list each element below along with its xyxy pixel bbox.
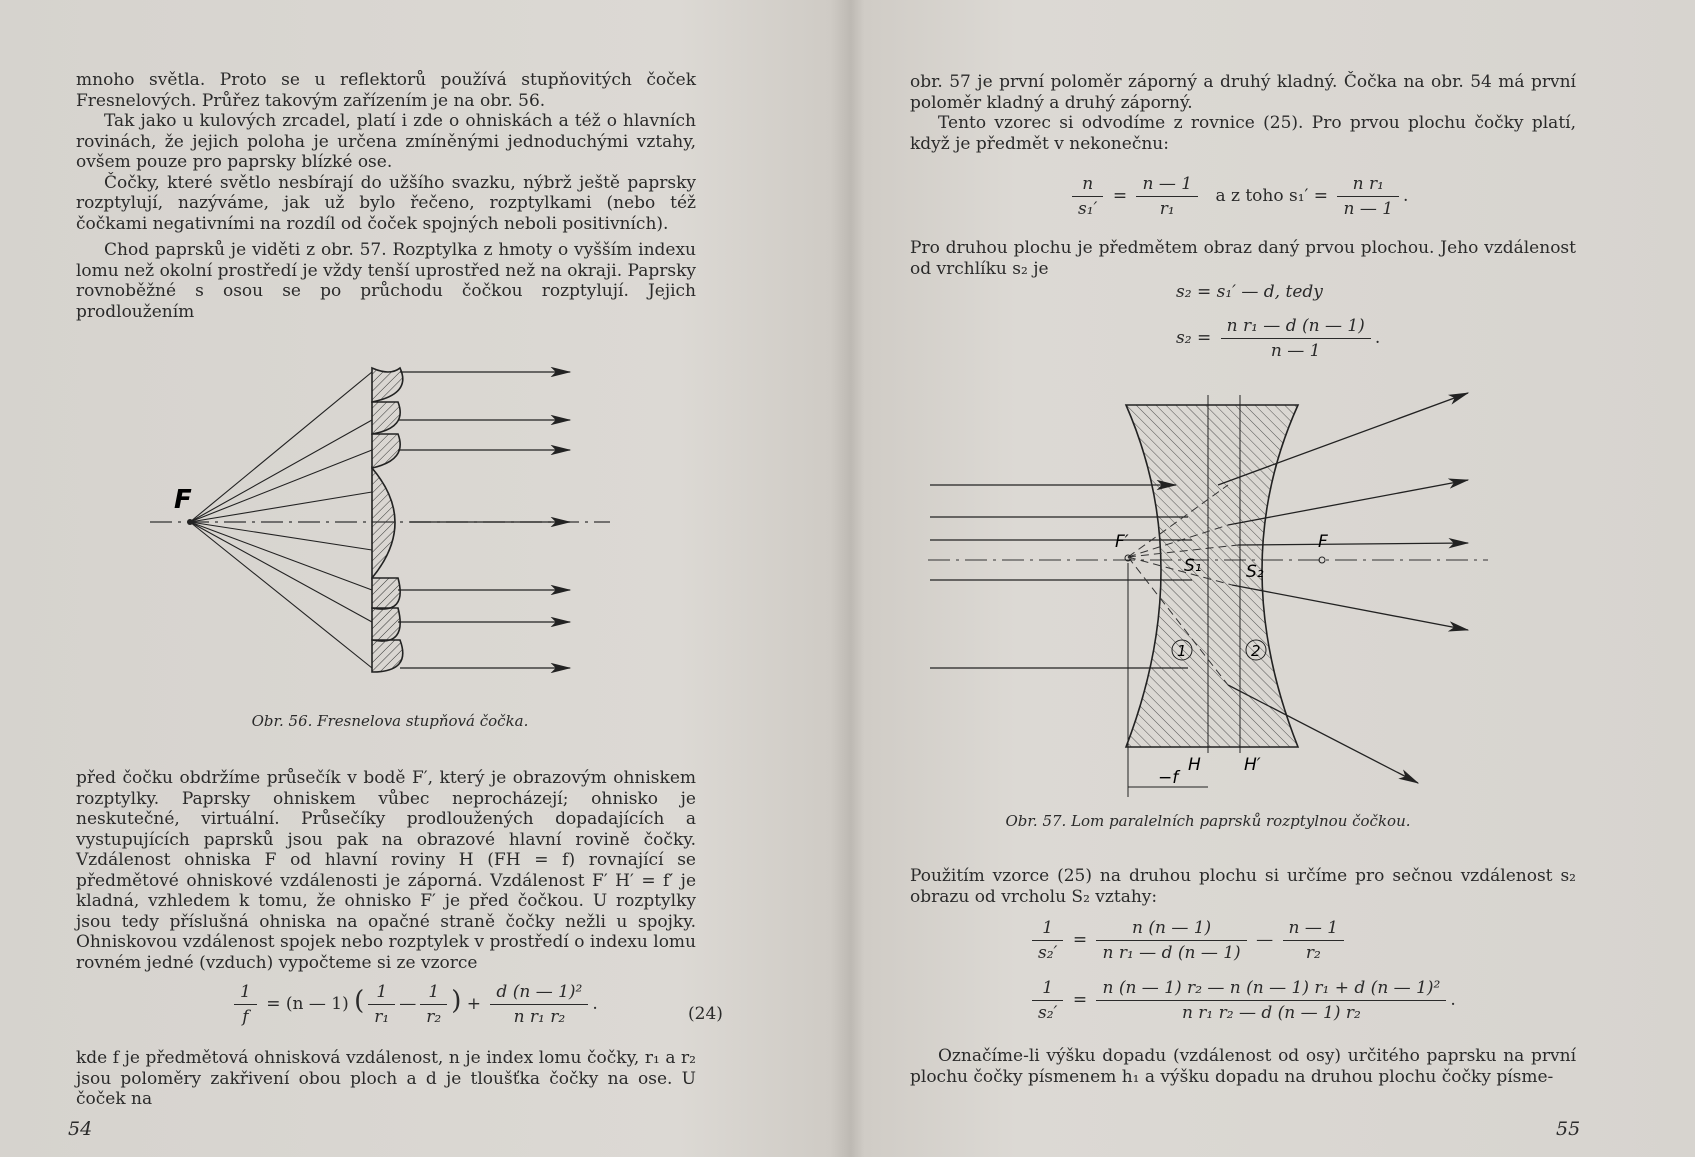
right-text-top [910,72,1576,154]
right-paragraph-4: Použitím vzorce (25) na druhou plochu si určíme pro sečnou vzdálenost s₂ obrazu od vrcholu S₂ vztahy: [910,866,1576,907]
equation-24-number: (24) [688,1004,723,1024]
left-paragraph-1: mnoho světla. Proto se u reflektorů používá stupňovitých čoček Fresnelových. Průřez takovým zařízením je na obr. 56. [76,70,696,111]
fig57-label-h: H [1188,755,1201,775]
right-text-bottom [910,1046,1576,1087]
right-text-mid [910,238,1576,279]
right-paragraph-5: Označíme-li výšku dopadu (vzdálenost od osy) určitého paprsku na první plochu čočky písmenem h₁ a výšku dopadu na druhou plochu čočky písme- [910,1046,1576,1087]
equation-s2-full: s₂ = $\frac{\text{n r₁ — d (n — 1)}}{n — 1}$ . [1176,316,1381,361]
left-paragraph-5: před čočku obdržíme průsečík v bodě F′, který je obrazovým ohniskem rozptylky. Paprsky ohniskem vůbec neprocházejí; ohnisko je neskutečné, virtuální. Průsečíky prodloužených dopadajících a vystupujících paprsků jsou pak na obrazové hlavní rovině čočky. Vzdálenost ohniska F od hlavní roviny H (FH = f) rovnající se předmětové ohniskové vzdálenosti je záporná. Vzdálenost F′ H′ = f′ je kladná, vzhledem k tomu, že ohnisko F′ je před čočkou. U rozptylky jsou tedy příslušná ohniska na opačné straně čočky nežli u spojky. Ohniskovou vzdálenost spojek nebo rozptylek v prostředí o indexu lomu rovném jedné (vzduch) vypočteme si ze vzorce [76,768,696,973]
left-paragraph-4: Chod paprsků je viděti z obr. 57. Rozptylka z hmoty o vyšším indexu lomu než okolní prostředí je vždy tenší uprostřed než na okraji. Paprsky rovnoběžné s osou se po průchodu čočkou rozptylují. Jejich prodloužením [76,240,696,322]
right-page [828,0,1695,1157]
left-text-mid [76,768,696,973]
figure-57-diverging-lens [888,385,1528,805]
equation-s2-prime-b: $\frac{1}{\text{s₂′}}$ = $\frac{\text{n (n — 1) r₂ — n (n — 1) r₁ + d (n — 1)²}}{\text{n r₁ r₂ — d (n — 1) r₂}}$ . [1028,978,1456,1023]
equation-s2-prime-a: $\frac{1}{\text{s₂′}}$ = $\frac{n (n — 1)}{\text{n r₁ — d (n — 1)}}$ — $\frac{n — 1}{\text{r₂}}$ [1028,918,1348,963]
fig56-lens-center [372,468,395,578]
left-page [0,0,828,1157]
fig56-lens-step [372,608,400,641]
fig56-lens-step [372,368,403,402]
equation-s2-simple: s₂ = s₁′ — d, tedy [1176,282,1323,302]
left-page-number: 54 [68,1118,93,1140]
fig57-label-minus-f: −f [1158,768,1179,788]
fig56-lens-step [372,640,403,672]
fig57-label-h-prime: H′ [1244,755,1261,775]
left-paragraph-3: Čočky, které světlo nesbírají do užšího svazku, nýbrž ještě paprsky rozptylují, nazýváme, jak už bylo řečeno, rozptylkami (nebo též čočkami negativními na rozdíl od čoček spojných neboli positivních). [76,172,696,234]
left-text-top [76,70,696,322]
fig56-lens-step [372,434,400,468]
figure-57-caption: Obr. 57. Lom paralelních paprsků rozptylnou čočkou. [1005,812,1411,830]
fig57-label-f-prime: F′ [1115,532,1129,552]
equation-first-surface: $\frac{n}{\text{s₁′}}$ = $\frac{n — 1}{\text{r₁}}$ a z toho s₁′ = $\frac{\text{n r₁}}{n — 1}$ . [1068,174,1408,219]
fig56-lens-step [372,402,400,434]
fig57-label-s2: S₂ [1246,562,1264,582]
right-paragraph-2: Tento vzorec si odvodíme z rovnice (25). Pro prvou plochu čočky platí, když je předmět v nekonečnu: [910,113,1576,154]
fig57-label-s1: S₁ [1184,556,1202,576]
fig56-lens-step [372,578,400,609]
right-page-number: 55 [1556,1118,1581,1140]
fig56-label-focus: F [174,485,192,515]
figure-56-caption: Obr. 56. Fresnelova stupňová čočka. [251,712,529,730]
fig57-label-surface-2: 2 [1251,642,1261,660]
left-text-bottom [76,1048,696,1110]
equation-24: $\frac{1}{f}$ = (n — 1) ( $\frac{1}{\text{r₁}}$ — $\frac{1}{\text{r₂}}$ ) + $\frac{\text{d (n — 1)²}}{\text{n r₁ r₂}}$ . [230,982,598,1027]
fig57-label-surface-1: 1 [1177,642,1187,660]
right-paragraph-3: Pro druhou plochu je předmětem obraz daný prvou plochou. Jeho vzdálenost od vrchlíku s₂ je [910,238,1576,279]
figure-56-fresnel-lens [150,350,630,690]
fig57-label-f: F [1318,532,1328,552]
left-paragraph-2: Tak jako u kulových zrcadel, platí i zde o ohniskách a též o hlavních rovinách, že jejich poloha je určena zmíněnými jednoduchými vztahy, ovšem pouze pro paprsky blízké ose. [76,111,696,172]
left-paragraph-6: kde f je předmětová ohnisková vzdálenost, n je index lomu čočky, r₁ a r₂ jsou poloměry zakřivení obou ploch a d je tloušťka čočky na ose. U čoček na [76,1048,696,1109]
right-text-lower [910,866,1576,907]
fig57-lens-body [1126,405,1298,747]
right-paragraph-1: obr. 57 je první poloměr záporný a druhý kladný. Čočka na obr. 54 má první poloměr kladný a druhý záporný. [910,72,1576,113]
